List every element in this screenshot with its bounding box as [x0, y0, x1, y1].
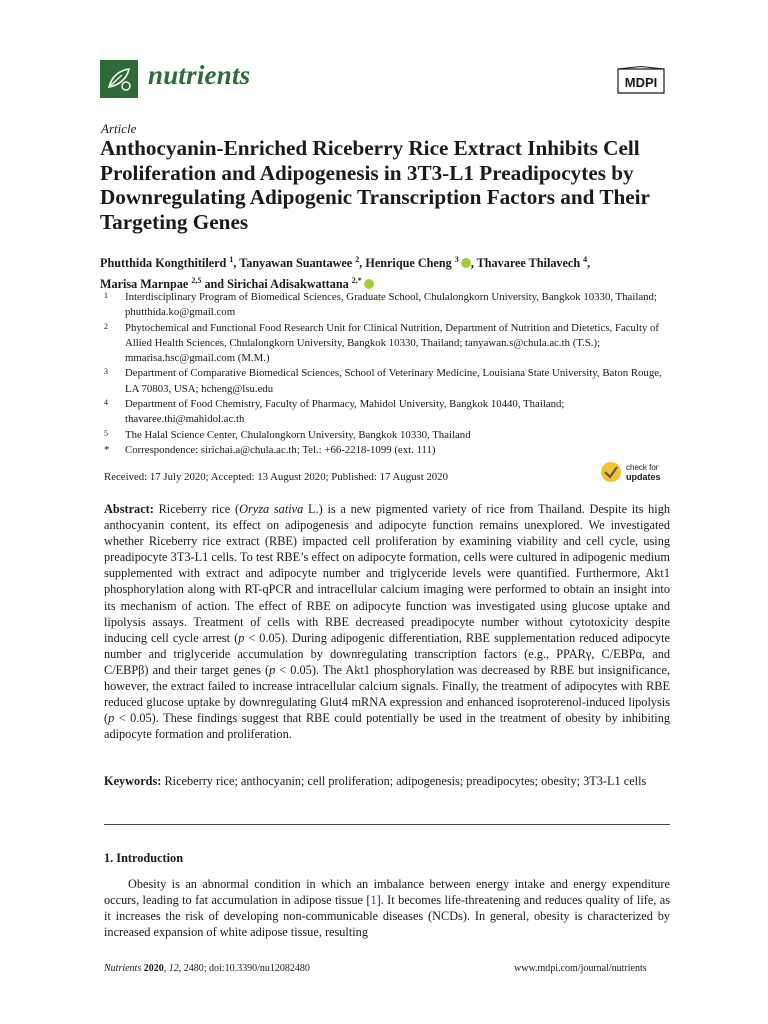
author-name: Marisa Marnpae	[100, 277, 189, 292]
orcid-icon[interactable]	[364, 279, 374, 289]
check-for-updates-button[interactable]	[600, 459, 670, 485]
check-for-label: check for	[626, 463, 659, 472]
keywords-label: Keywords:	[104, 774, 162, 788]
author-name: Phutthida Kongthitilerd	[100, 256, 227, 271]
author-list	[100, 251, 680, 293]
author-separator: ,	[233, 256, 240, 271]
author-name: Henrique Cheng	[365, 256, 452, 271]
affiliation-number: 5	[104, 428, 108, 438]
affiliation-text: Interdisciplinary Program of Biomedical Sciences, Graduate School, Chulalongkorn University, Bangkok 10330, Thailand; phutthida.ko@gmail.com	[125, 291, 657, 319]
reference-link[interactable]: 1	[370, 893, 377, 908]
affiliation-item	[104, 321, 674, 367]
correspondence-mark: *	[104, 443, 110, 456]
correspondence-text: Correspondence: sirichai.a@chula.ac.th; Tel.: +66-2218-1099 (ext. 111)	[125, 443, 436, 456]
affiliation-item	[104, 290, 674, 321]
author-name: Thavaree Thilavech	[476, 256, 581, 271]
author-affiliation-mark: 2,5	[191, 276, 202, 286]
author-name: Sirichai Adisakwattana	[227, 277, 349, 292]
publication-dates: Received: 17 July 2020; Accepted: 13 August 2020; Published: 17 August 2020	[104, 471, 448, 483]
affiliation-item	[104, 428, 674, 443]
orcid-icon[interactable]	[461, 258, 471, 268]
mdpi-logo-icon	[614, 66, 668, 96]
section-heading: 1. Introduction	[104, 851, 184, 865]
correspondence	[104, 443, 674, 458]
affiliation-text: Department of Comparative Biomedical Sciences, School of Veterinary Medicine, Louisiana State University, Baton Rouge, LA 70803, USA; hcheng@lsu.edu	[125, 367, 662, 395]
divider	[104, 824, 670, 825]
footer-citation: Nutrients 2020, 12, 2480; doi:10.3390/nu12082480	[104, 963, 310, 974]
author-affiliation-mark: 1	[229, 255, 234, 264]
author-separator: ,	[587, 256, 591, 271]
intro-paragraph: Obesity is an abnormal condition in which an imbalance between energy intake and energy expenditure occurs, leading to fat accumulation in adipose tissue [1]. It becomes life-threatening and reduces quality of life, as it increases the risk of developing non-communicable diseases (NCDs). In general, obesity is characterized by increased expansion of white adipose tissue, resulting	[104, 877, 670, 940]
affiliation-item	[104, 397, 674, 428]
author-name: Tanyawan Suantawee	[239, 256, 353, 271]
affiliations	[104, 290, 674, 458]
affiliation-number: 2	[104, 321, 108, 331]
abstract: Abstract: Riceberry rice (Oryza sativa L.) is a new pigmented variety of rice from Thailand. Despite its high anthocyanin content, its effect on adipogenesis and adipocyte function remains unexplored. We investigated whether Riceberry rice extract (RBE) impacted cell proliferation by examining viability and cell cycle, using preadipocyte 3T3-L1 cells. To test RBE’s effect on adipocyte formation, cells were cultured in adipogenic medium supplemented with extract and adipocyte number and triglyceride levels were quantified. Furthermore, Akt1 phosphorylation along with RT-qPCR and intracellular calcium imaging were performed to obtain an insight into its mechanism of action. The effect of RBE on adipocyte function was investigated using glucose uptake and lipolysis assays. Treatment of cells with RBE decreased preadipocyte number without cytotoxicity despite inducing cell cycle arrest (p < 0.05). During adipogenic differentiation, RBE supplementation reduced adipocyte number and triglyceride accumulation by downregulating transcription factors (e.g., PPARγ, C/EBPα, and C/EBPβ) and their target genes (p < 0.05). The Akt1 phosphorylation was decreased by RBE but insignificance, however, the extract failed to increase intracellular calcium signals. Finally, the treatment of adipocytes with RBE reduced glucose uptake by downregulating Glut4 mRNA expression and enhanced isoproterenol-induced lipolysis (p < 0.05). These findings suggest that RBE could potentially be used in the treatment of obesity by inhibiting adipocyte formation and proliferation.	[104, 502, 670, 742]
affiliation-text: Phytochemical and Functional Food Research Unit for Clinical Nutrition, Department of Nutrition and Dietetics, Faculty of Allied Health Sciences, Chulalongkorn University, Bangkok 10330, Thailand; tanyawan.s@chula.ac.th (T.S.); mmarisa.hsc@gmail.com (M.M.)	[125, 321, 660, 365]
affiliation-item	[104, 366, 674, 397]
mdpi-logo-text: MDPI	[624, 75, 658, 90]
affiliation-number: 1	[104, 291, 108, 300]
keywords	[104, 773, 670, 789]
author-affiliation-mark: 3	[454, 255, 459, 264]
author-separator: ,	[470, 256, 477, 271]
author-separator: ,	[359, 256, 366, 271]
affiliation-number: 3	[104, 367, 108, 377]
journal-logo-icon	[100, 60, 138, 98]
footer-url[interactable]: www.mdpi.com/journal/nutrients	[514, 963, 647, 974]
author-affiliation-mark: 2,*	[351, 276, 362, 286]
paper-title: Anthocyanin-Enriched Riceberry Rice Extract Inhibits Cell Proliferation and Adipogenesis in 3T3-L1 Preadipocytes by Downregulating Adipogenic Transcription Factors and Their Targeting Genes	[100, 136, 650, 234]
updates-label: updates	[626, 472, 661, 482]
abstract-label: Abstract:	[104, 502, 154, 516]
author-affiliation-mark: 2	[355, 255, 360, 264]
author-separator: and	[201, 277, 228, 292]
article-type: Article	[101, 121, 137, 136]
author-affiliation-mark: 4	[583, 255, 588, 264]
affiliation-text: The Halal Science Center, Chulalongkorn University, Bangkok 10330, Thailand	[125, 428, 471, 441]
keywords-text: Riceberry rice; anthocyanin; cell proliferation; adipogenesis; preadipocytes; obesity; 3T3-L1 cells	[161, 774, 647, 788]
affiliation-text: Department of Food Chemistry, Faculty of Pharmacy, Mahidol University, Bangkok 10440, Thailand; thavaree.thi@mahidol.ac.th	[125, 398, 565, 426]
affiliation-number: 4	[104, 398, 108, 408]
journal-name: nutrients	[148, 60, 251, 90]
